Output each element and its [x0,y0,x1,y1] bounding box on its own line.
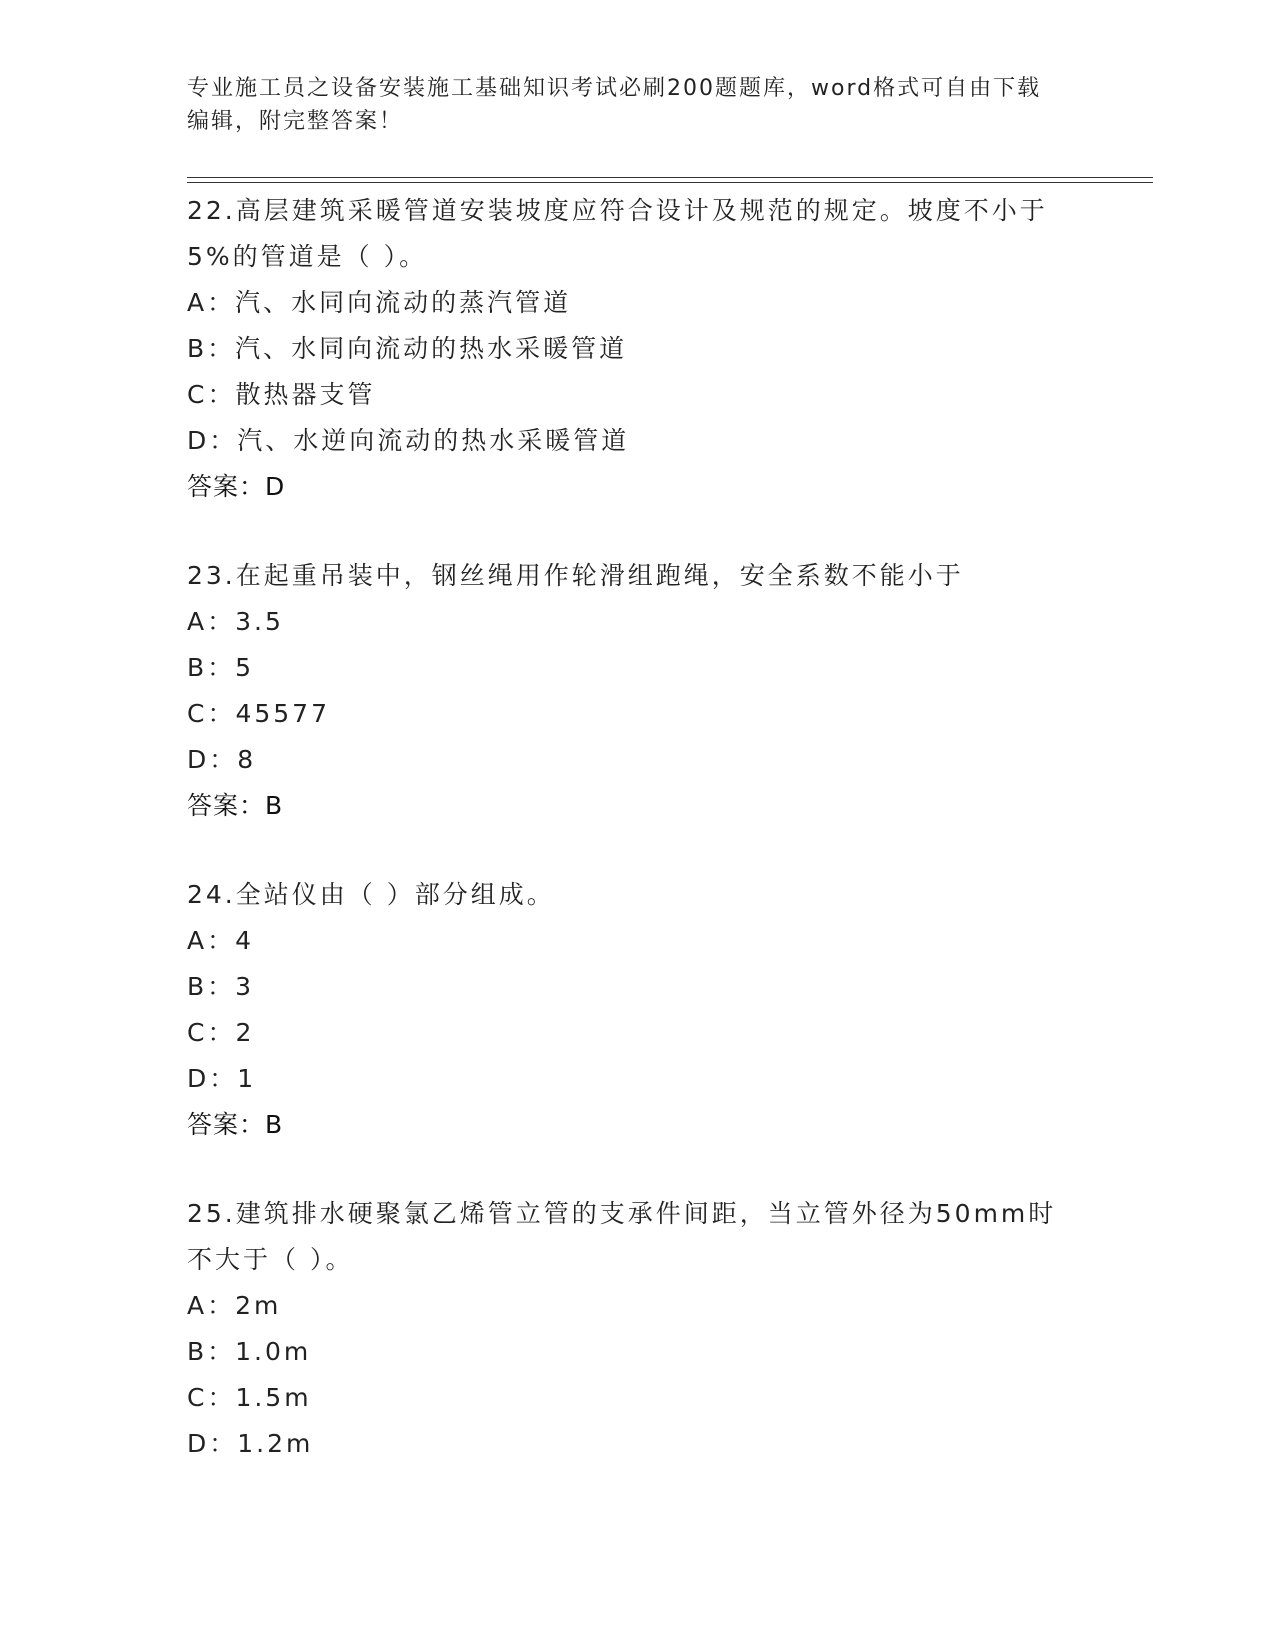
answer: 答案：B [187,791,284,820]
option-a: A：3.5 [187,607,284,636]
option-c: C：1.5m [187,1383,312,1412]
option-d: D：8 [187,745,257,774]
option-b: B：1.0m [187,1337,312,1366]
option-d: D：汽、水逆向流动的热水采暖管道 [187,426,630,455]
question-22 [187,188,1087,510]
option-c: C：散热器支管 [187,380,376,409]
option-a: A：4 [187,926,255,955]
question-list [187,188,1087,1467]
option-b: B：3 [187,972,255,1001]
option-c: C：2 [187,1018,255,1047]
question-24 [187,872,1087,1148]
option-a: A：汽、水同向流动的蒸汽管道 [187,288,572,317]
answer: 答案：D [187,472,286,501]
header-divider-bottom [187,182,1153,183]
question-stem: 22.高层建筑采暖管道安装坡度应符合设计及规范的规定。坡度不小于 [187,196,1048,225]
header-divider-top [187,177,1153,178]
option-a: A：2m [187,1291,282,1320]
question-spacer [187,1148,1087,1191]
question-23 [187,553,1087,829]
answer: 答案：B [187,1110,284,1139]
question-stem: 25.建筑排水硬聚氯乙烯管立管的支承件间距，当立管外径为50mm时 [187,1199,1057,1228]
question-stem-continued: 5%的管道是（ ）。 [187,242,428,271]
question-stem-continued: 不大于（ ）。 [187,1245,354,1274]
option-d: D：1.2m [187,1429,314,1458]
question-spacer [187,510,1087,553]
option-d: D：1 [187,1064,257,1093]
header-line-2: 编辑，附完整答案！ [187,109,404,134]
question-stem: 23.在起重吊装中，钢丝绳用作轮滑组跑绳，安全系数不能小于 [187,561,964,590]
option-b: B：5 [187,653,255,682]
question-spacer [187,829,1087,872]
question-stem: 24.全站仪由（ ）部分组成。 [187,880,555,909]
document-header [187,72,1087,138]
option-c: C：45577 [187,699,330,728]
option-b: B：汽、水同向流动的热水采暖管道 [187,334,628,363]
header-line-1: 专业施工员之设备安装施工基础知识考试必刷200题题库，word格式可自由下载 [187,76,1042,101]
question-25 [187,1191,1087,1467]
